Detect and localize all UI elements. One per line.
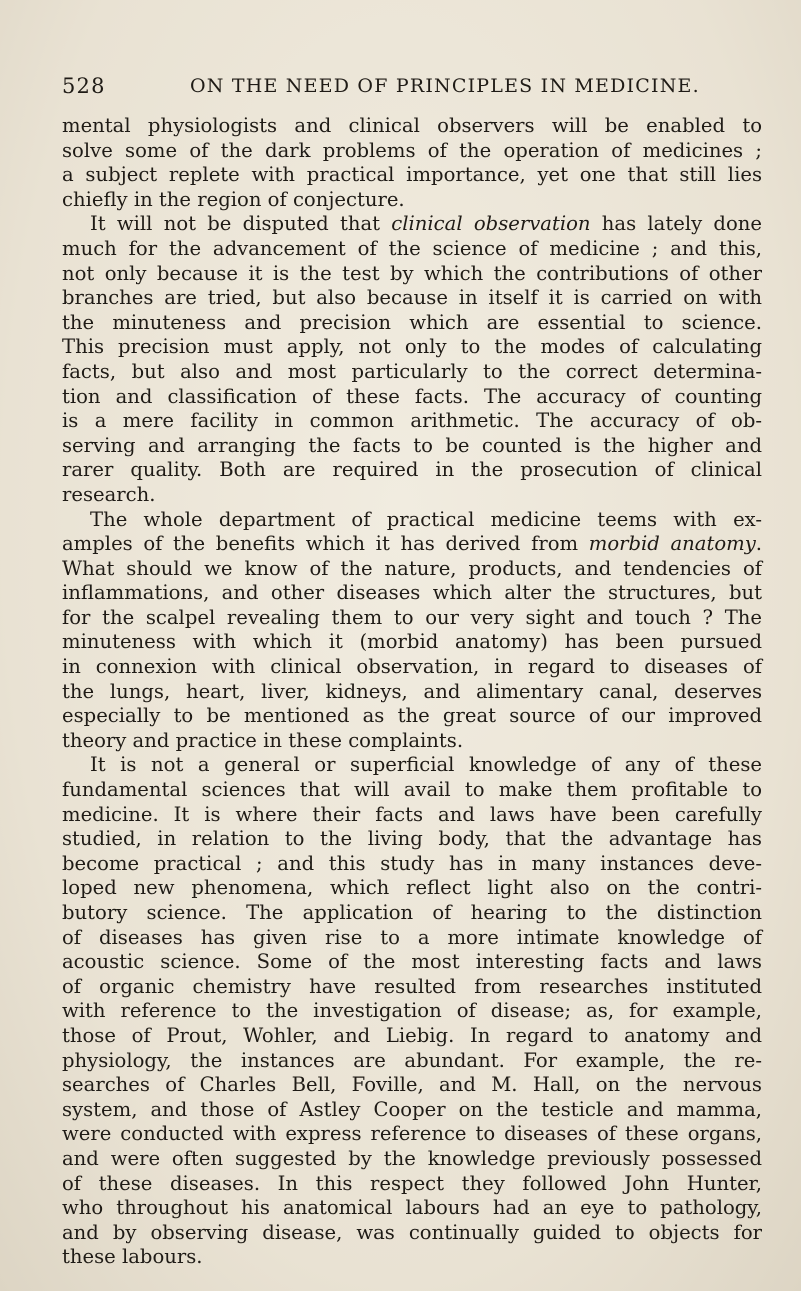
text-line: for the scalpel revealing them to our very sight and touch ? The: [62, 605, 762, 629]
page-number: 528: [62, 74, 106, 98]
text-line: of diseases has given rise to a more intimate knowledge of: [62, 925, 762, 949]
text-line: system, and those of Astley Cooper on the testicle and mamma,: [62, 1097, 762, 1121]
text-line: loped new phenomena, which reflect light also on the contri-: [62, 876, 762, 900]
text-line: theory and practice in these complaints.: [62, 728, 464, 752]
text-line: a subject replete with practical importance, yet one that still lies: [62, 163, 762, 187]
text-line: of organic chemistry have resulted from researches instituted: [62, 974, 762, 998]
text-line: physiology, the instances are abundant. For example, the re-: [62, 1048, 762, 1072]
text-line: It will not be disputed that clinical observation has lately done: [90, 212, 762, 236]
text-line: It is not a general or superficial knowledge of any of these: [90, 753, 762, 777]
text-line: of these diseases. In this respect they followed John Hunter,: [62, 1171, 762, 1195]
text-line: butory science. The application of hearing to the distinction: [62, 901, 762, 924]
text-line: these labours.: [62, 1245, 203, 1269]
text-line: and were often suggested by the knowledge previously possessed: [62, 1146, 762, 1170]
text-line: and by observing disease, was continually guided to objects for: [62, 1220, 762, 1244]
text-line: were conducted with express reference to diseases of these organs,: [62, 1122, 762, 1146]
text-line: serving and arranging the facts to be counted is the higher and: [62, 433, 762, 457]
text-line: minuteness with which it (morbid anatomy) has been pursued: [62, 630, 762, 654]
text-line: those of Prout, Wohler, and Liebig. In regard to anatomy and: [62, 1023, 762, 1047]
text-line: searches of Charles Bell, Foville, and M. Hall, on the nervous: [62, 1073, 762, 1097]
text-line: This precision must apply, not only to the modes of calculating: [62, 335, 762, 359]
page-header: [62, 74, 762, 102]
text-line: rarer quality. Both are required in the prosecution of clinical: [62, 458, 762, 482]
text-line: acoustic science. Some of the most interesting facts and laws: [62, 950, 762, 974]
running-head: ON THE NEED OF PRINCIPLES IN MEDICINE.: [190, 75, 700, 97]
text-line: not only because it is the test by which the contributions of other: [62, 261, 762, 285]
text-line: the lungs, heart, liver, kidneys, and alimentary canal, deserves: [62, 679, 762, 703]
text-line: especially to be mentioned as the great source of our improved: [62, 704, 762, 728]
text-line: branches are tried, but also because in itself it is carried on with: [62, 286, 762, 310]
text-line: is a mere facility in common arithmetic. The accuracy of ob-: [62, 409, 762, 433]
text-line: become practical ; and this study has in many instances deve-: [62, 851, 762, 875]
text-line: in connexion with clinical observation, in regard to diseases of: [62, 655, 762, 679]
text-line: facts, but also and most particularly to the correct determina-: [62, 359, 762, 383]
text-line: mental physiologists and clinical observers will be enabled to: [62, 114, 762, 137]
text-line: inflammations, and other diseases which alter the structures, but: [62, 581, 762, 605]
text-line: medicine. It is where their facts and laws have been carefully: [62, 802, 762, 826]
text-line: with reference to the investigation of disease; as, for example,: [62, 999, 762, 1023]
text-line: research.: [62, 482, 156, 506]
text-line: amples of the benefits which it has derived from morbid anatomy.: [62, 532, 763, 556]
text-line: tion and classification of these facts. The accuracy of counting: [62, 384, 762, 408]
text-line: chiefly in the region of conjecture.: [62, 187, 405, 211]
text-line: the minuteness and precision which are essential to science.: [62, 310, 762, 334]
text-line: studied, in relation to the living body, that the advantage has: [62, 827, 762, 851]
text-line: What should we know of the nature, products, and tendencies of: [62, 556, 762, 580]
text-line: fundamental sciences that will avail to make them profitable to: [62, 778, 762, 802]
text-line: solve some of the dark problems of the operation of medicines ;: [62, 138, 762, 162]
text-line: much for the advancement of the science of medicine ; and this,: [62, 236, 762, 260]
text-line: The whole department of practical medicine teems with ex-: [90, 507, 762, 531]
text-line: who throughout his anatomical labours had an eye to pathology,: [62, 1196, 762, 1220]
body-text: [62, 114, 762, 1270]
